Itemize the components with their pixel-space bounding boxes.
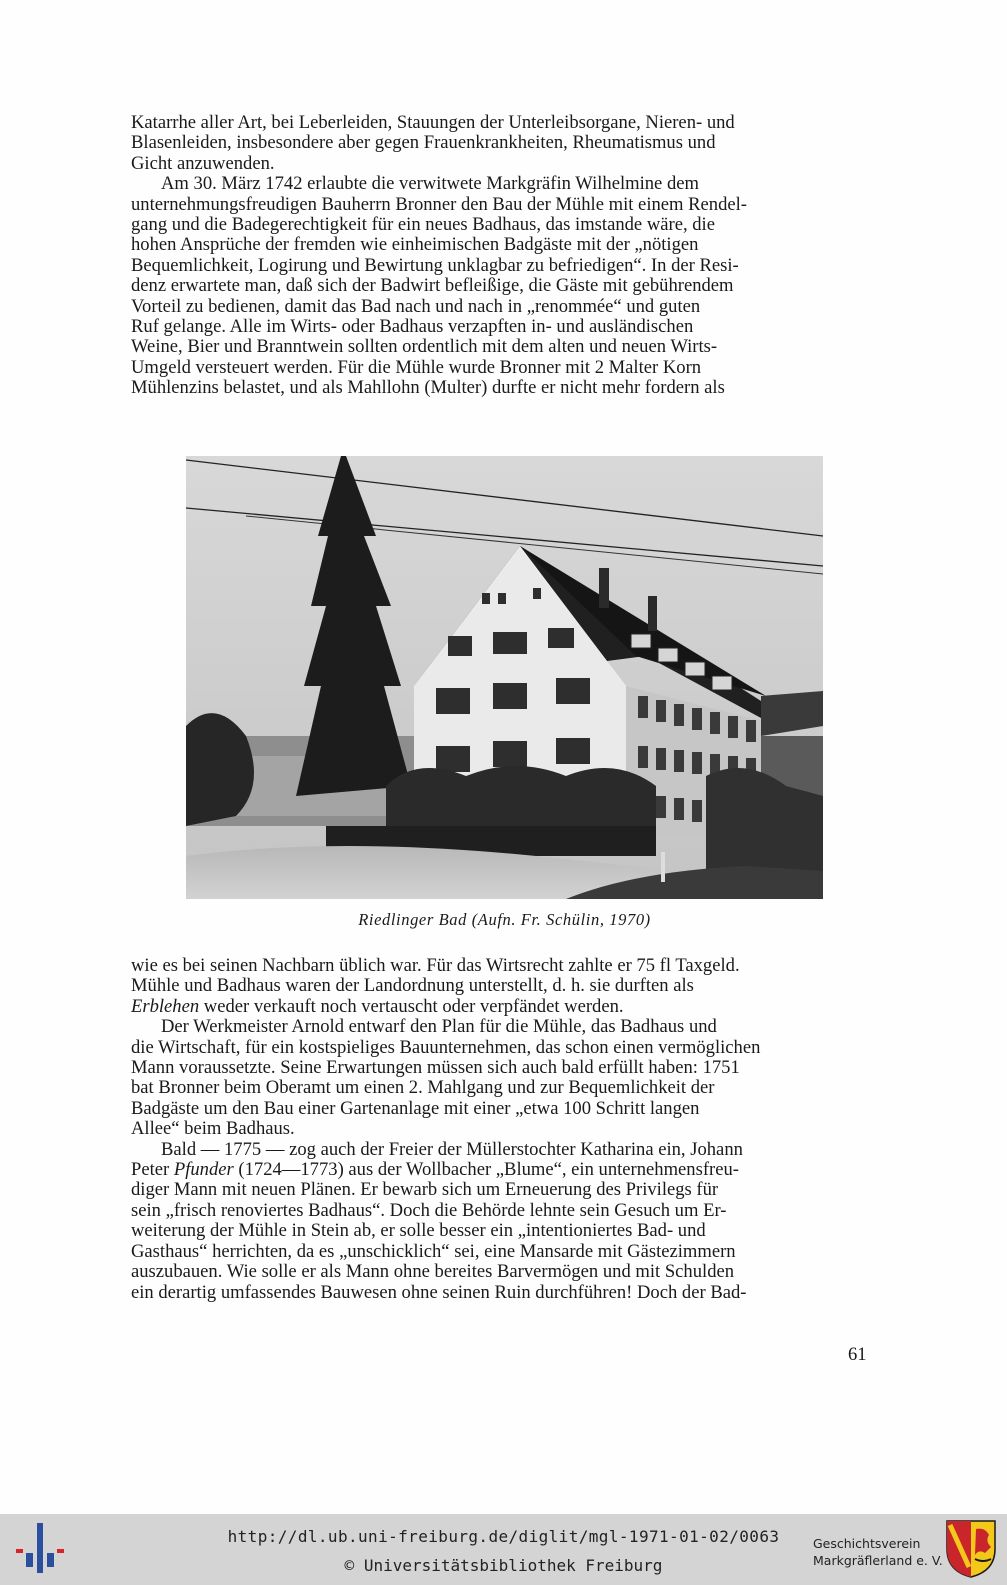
paragraph	[131, 113, 878, 174]
text-line: Katarrhe aller Art, bei Leberleiden, Stauungen der Unterleibsorgane, Nieren- und	[131, 112, 735, 133]
society-name-line: Geschichtsverein	[813, 1536, 921, 1551]
text-line: Vorteil zu bedienen, damit das Bad nach und nach in „renommée“ und guten	[131, 295, 701, 317]
copyright-notice: © Universitätsbibliothek Freiburg	[344, 1556, 663, 1575]
text-line: weder verkauft noch vertauscht oder verpfändet werden.	[199, 995, 624, 1017]
paragraph	[131, 956, 878, 1017]
text-line: Allee“ beim Badhaus.	[131, 1118, 295, 1140]
building-photo	[186, 456, 823, 899]
text-line: Der Werkmeister Arnold entwarf den Plan für die Mühle, das Badhaus und	[161, 1016, 717, 1038]
text-line: ein derartig umfassendes Bauwesen ohne seinen Ruin durchführen! Doch der Bad-	[131, 1281, 747, 1303]
paragraph	[131, 174, 878, 398]
page-number: 61	[848, 1344, 867, 1365]
figure-caption: Riedlinger Bad (Aufn. Fr. Schülin, 1970)	[358, 910, 651, 929]
text-line: die Wirtschaft, für ein kostspieliges Bauunternehmen, das schon einen vermöglichen	[131, 1036, 761, 1058]
text-line: Weine, Bier und Branntwein sollten ordentlich mit dem alten und neuen Wirts-	[131, 336, 718, 358]
text-line: bat Bronner beim Oberamt um einen 2. Mahlgang und zur Bequemlichkeit der	[131, 1077, 715, 1099]
text-line: Umgeld versteuert werden. Für die Mühle wurde Bronner mit 2 Malter Korn	[131, 356, 702, 378]
society-crest-icon	[945, 1519, 997, 1579]
text-line: Bald — 1775 — zog auch der Freier der Müllerstochter Katharina ein, Johann	[161, 1138, 743, 1160]
text-line: Bequemlichkeit, Logirung und Bewirtung unklagbar zu befriedigen“. In der Resi-	[131, 254, 739, 276]
text-line: Am 30. März 1742 erlaubte die verwitwete Markgräfin Wilhelmine dem	[161, 173, 699, 195]
text-line: Peter	[131, 1159, 174, 1181]
paragraph	[131, 1140, 878, 1303]
text-line: Ruf gelange. Alle im Wirts- oder Badhaus verzapften in- und ausländischen	[131, 316, 694, 338]
text-line: auszubauen. Wie solle er als Mann ohne bereites Barvermögen und mit Schulden	[131, 1261, 735, 1283]
footer-bar	[0, 1514, 1007, 1585]
text-line: denz erwartete man, daß sich der Badwirt befleißige, die Gäste mit gebührendem	[131, 275, 734, 297]
text-line: (1724—1773) aus der Wollbacher „Blume“, ein unternehmensfreu-	[233, 1159, 739, 1181]
paragraph	[131, 1017, 878, 1139]
emphasized-name: Pfunder	[173, 1159, 234, 1181]
text-line: Mühle und Badhaus waren der Landordnung unterstellt, d. h. sie durften als	[131, 975, 694, 997]
text-line: Gasthaus“ herrichten, da es „unschicklich“ sei, eine Mansarde mit Gästezimmern	[131, 1240, 736, 1262]
text-line: hohen Ansprüche der fremden wie einheimischen Badgäste mit der „nötigen	[131, 234, 699, 256]
emphasized-term: Erblehen	[131, 995, 200, 1017]
text-line: diger Mann mit neuen Plänen. Er bewarb sich um Erneuerung des Privilegs für	[131, 1179, 719, 1201]
society-name	[813, 1535, 943, 1569]
photo-illustration	[186, 456, 823, 899]
text-line: Gicht anzuwenden.	[131, 152, 275, 174]
text-line: gang und die Badegerechtigkeit für ein neues Badhaus, das imstande wäre, die	[131, 214, 715, 236]
text-line: sein „frisch renoviertes Badhaus“. Doch die Behörde lehnte sein Gesuch um Er-	[131, 1199, 727, 1221]
text-block-lower	[131, 956, 878, 1303]
source-url-link[interactable]: http://dl.ub.uni-freiburg.de/diglit/mgl-1971-01-02/0063	[227, 1527, 780, 1546]
text-line: unternehmungsfreudigen Bauherrn Bronner den Bau der Mühle mit einem Rendel-	[131, 193, 747, 215]
text-block-upper	[131, 113, 878, 399]
text-line: Badgäste um den Bau einer Gartenanlage mit einer „etwa 100 Schritt langen	[131, 1097, 700, 1119]
text-line: wie es bei seinen Nachbarn üblich war. Für das Wirtsrecht zahlte er 75 fl Taxgeld.	[131, 955, 740, 976]
society-name-line: Markgräflerland e. V.	[813, 1553, 943, 1568]
text-line: Blasenleiden, insbesondere aber gegen Frauenkrankheiten, Rheumatismus und	[131, 132, 716, 154]
text-line: weiterung der Mühle in Stein ab, er solle besser ein „intentioniertes Bad- und	[131, 1220, 706, 1242]
text-line: Mühlenzins belastet, und als Mahllohn (Multer) durfte er nicht mehr fordern als	[131, 377, 725, 399]
text-line: Mann voraussetzte. Seine Erwartungen müssen sich auch bald erfüllt haben: 1751	[131, 1057, 740, 1079]
